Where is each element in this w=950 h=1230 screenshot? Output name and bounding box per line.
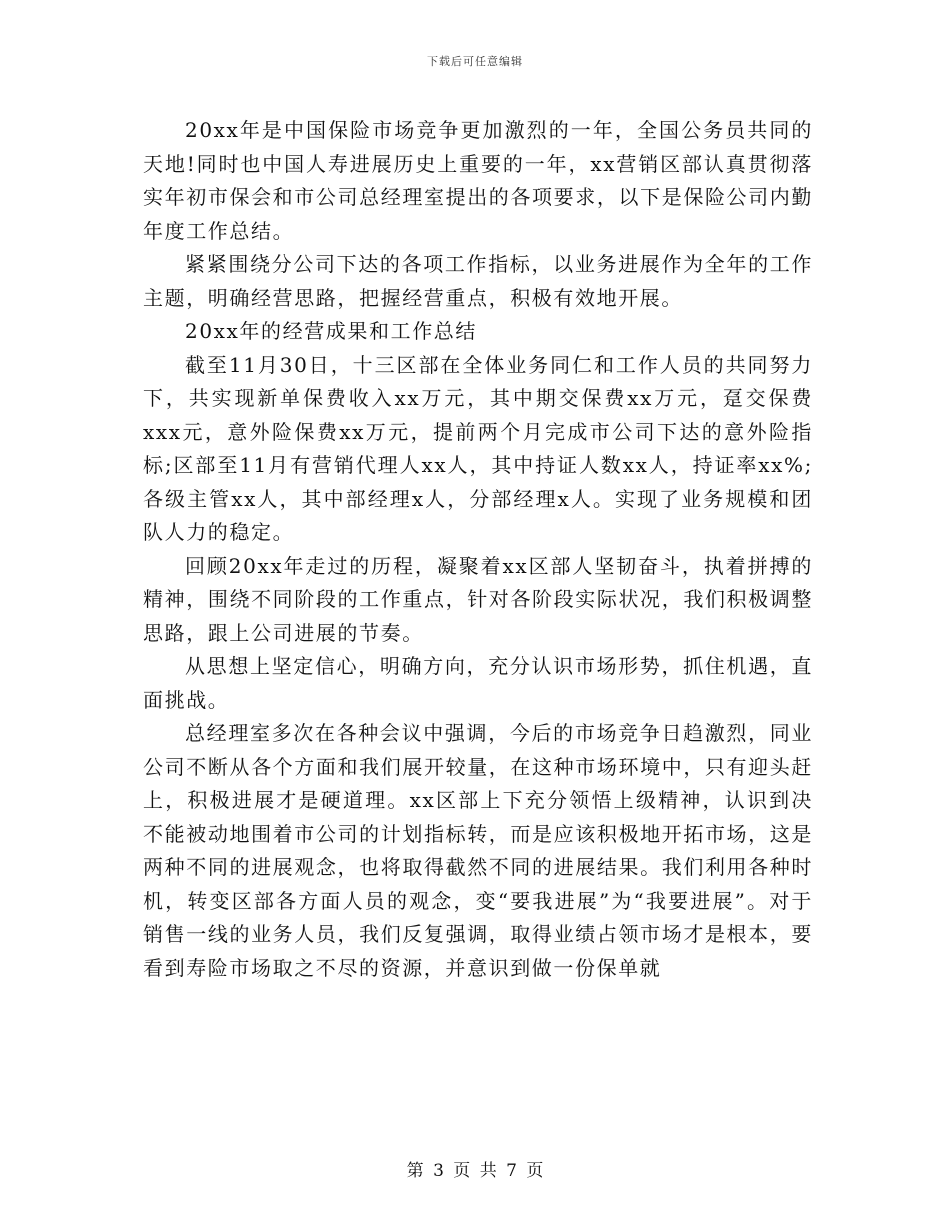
paragraph-goals: 紧紧围绕分公司下达的各项工作指标，以业务进展作为全年的工作主题，明确经营思路，把握经营重点，积极有效地开展。: [143, 252, 813, 310]
paragraph-management: 总经理室多次在各种会议中强调，今后的市场竞争日趋激烈，同业公司不断从各个方面和我们展开较量，在这种市场环境中，只有迎头赶上，积极进展才是硬道理。xx区部上下充分领悟上级精神，认识到决不能被动地围着市公司的计划指标转，而是应该积极地开拓市场，这是两种不同的进展观念，也将取得截然不同的进展结果。我们利用各种时机，转变区部各方面人员的观念，变“要我进展”为“我要进展”。对于销售一线的业务人员，我们反复强调，取得业绩占领市场才是根本，要看到寿险市场取之不尽的资源，并意识到做一份保单就: [143, 721, 813, 980]
section-heading: 20xx年的经营成果和工作总结: [185, 319, 478, 343]
paragraph-results: 截至11月30日，十三区部在全体业务同仁和工作人员的共同努力下，共实现新单保费收入xx万元，其中期交保费xx万元，趸交保费xxx元，意外险保费xx万元，提前两个月完成市公司下达的意外险指标;区部至11月有营销代理人xx人，其中持证人数xx人，持证率xx%;各级主管xx人，其中部经理x人，分部经理x人。实现了业务规模和团队人力的稳定。: [143, 352, 813, 544]
paragraph-mindset: 从思想上坚定信心，明确方向，充分认识市场形势，抓住机遇，直面挑战。: [143, 654, 813, 712]
page-header: 下载后可任意编辑: [427, 55, 523, 68]
paragraph-review: 回顾20xx年走过的历程，凝聚着xx区部人坚韧奋斗，执着拼搏的精神，围绕不同阶段的工作重点，针对各阶段实际状况，我们积极调整思路，跟上公司进展的节奏。: [143, 553, 813, 645]
document-body: [143, 114, 813, 985]
page-number-footer: 第 3 页 共 7 页: [406, 1161, 544, 1181]
paragraph-intro: 20xx年是中国保险市场竞争更加激烈的一年，全国公务员共同的天地!同时也中国人寿进展历史上重要的一年，xx营销区部认真贯彻落实年初市保会和市公司总经理室提出的各项要求，以下是保险公司内勤年度工作总结。: [143, 118, 813, 243]
